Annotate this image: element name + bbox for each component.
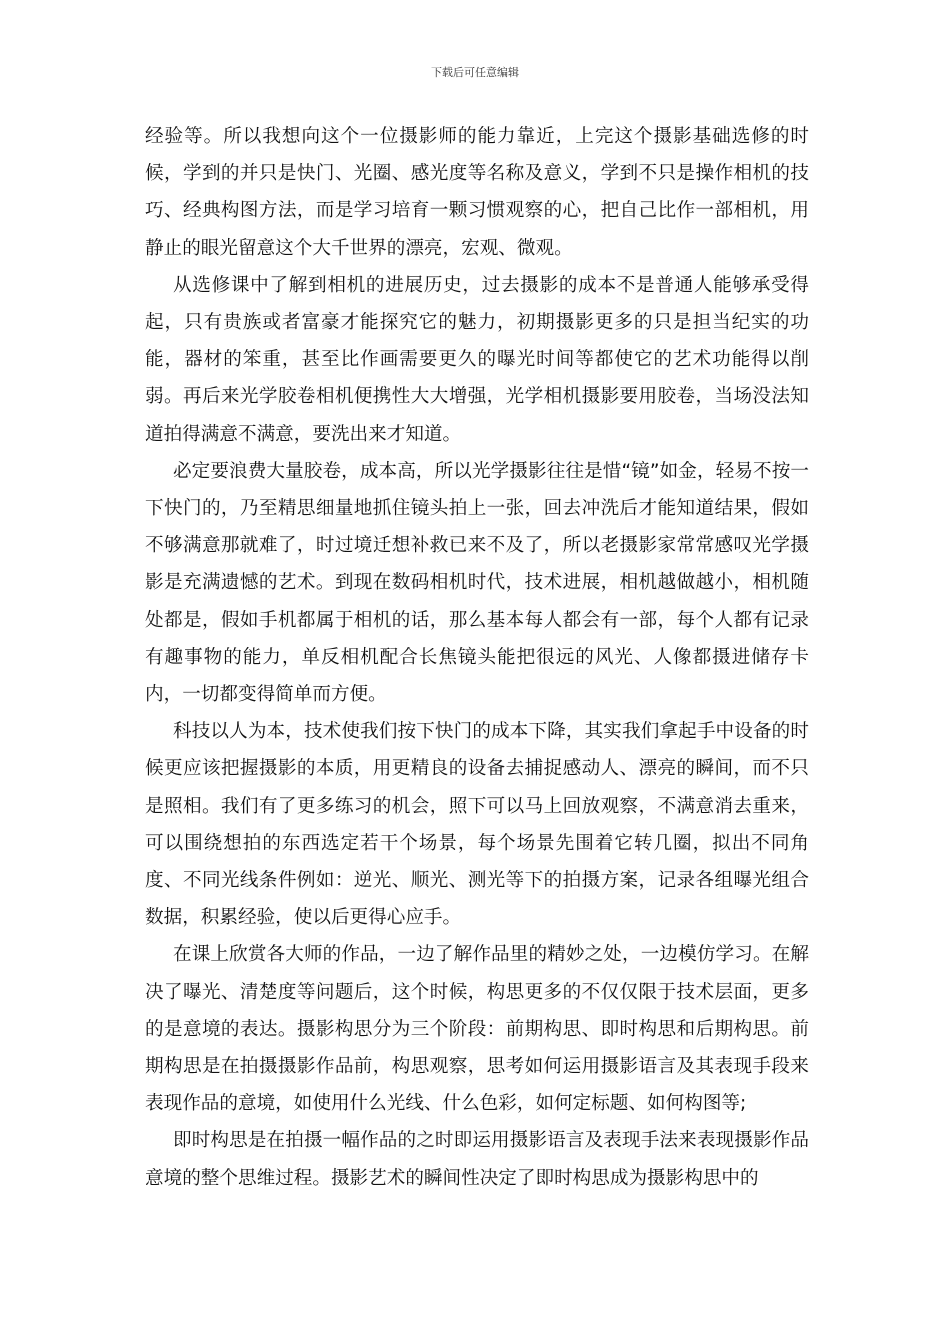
page-header: 下载后可任意编辑	[431, 66, 519, 79]
paragraph: 在课上欣赏各大师的作品，一边了解作品里的精妙之处，一边模仿学习。在解决了曝光、清楚度等问题后，这个时候，构思更多的不仅仅限于技术层面，更多的是意境的表达。摄影构思分为三个阶段：前期构思、即时构思和后期构思。前期构思是在拍摄摄影作品前，构思观察，思考如何运用摄影语言及其表现手段来表现作品的意境，如使用什么光线、什么色彩，如何定标题、如何构图等;	[145, 944, 809, 1115]
paragraph: 经验等。所以我想向这个一位摄影师的能力靠近，上完这个摄影基础选修的时候，学到的并只是快门、光圈、感光度等名称及意义，学到不只是操作相机的技巧、经典构图方法，而是学习培育一颗习惯观察的心，把自己比作一部相机，用静止的眼光留意这个大千世界的漂亮，宏观、微观。	[145, 126, 809, 259]
paragraph: 从选修课中了解到相机的进展历史，过去摄影的成本不是普通人能够承受得起，只有贵族或者富豪才能探究它的魅力，初期摄影更多的只是担当纪实的功能，器材的笨重，甚至比作画需要更久的曝光时间等都使它的艺术功能得以削弱。再后来光学胶卷相机便携性大大增强，光学相机摄影要用胶卷，当场没法知道拍得满意不满意，要洗出来才知道。	[145, 274, 809, 445]
paragraph: 必定要浪费大量胶卷，成本高，所以光学摄影往往是惜“镜”如金，轻易不按一下快门的，乃至精思细量地抓住镜头拍上一张，回去冲洗后才能知道结果，假如不够满意那就难了，时过境迁想补救已来不及了，所以老摄影家常常感叹光学摄影是充满遗憾的艺术。到现在数码相机时代，技术进展，相机越做越小，相机随处都是，假如手机都属于相机的话，那么基本每人都会有一部，每个人都有记录有趣事物的能力，单反相机配合长焦镜头能把很远的风光、人像都摄进储存卡内，一切都变得简单而方便。	[145, 460, 809, 706]
document-body	[145, 118, 809, 1197]
paragraph: 即时构思是在拍摄一幅作品的之时即运用摄影语言及表现手法来表现摄影作品意境的整个思维过程。摄影艺术的瞬间性决定了即时构思成为摄影构思中的	[145, 1130, 809, 1189]
paragraph: 科技以人为本，技术使我们按下快门的成本下降，其实我们拿起手中设备的时候更应该把握摄影的本质，用更精良的设备去捕捉感动人、漂亮的瞬间，而不只是照相。我们有了更多练习的机会，照下可以马上回放观察，不满意消去重来，可以围绕想拍的东西选定若干个场景，每个场景先围着它转几圈，拟出不同角度、不同光线条件例如：逆光、顺光、测光等下的拍摄方案，记录各组曝光组合数据，积累经验，使以后更得心应手。	[145, 721, 809, 929]
